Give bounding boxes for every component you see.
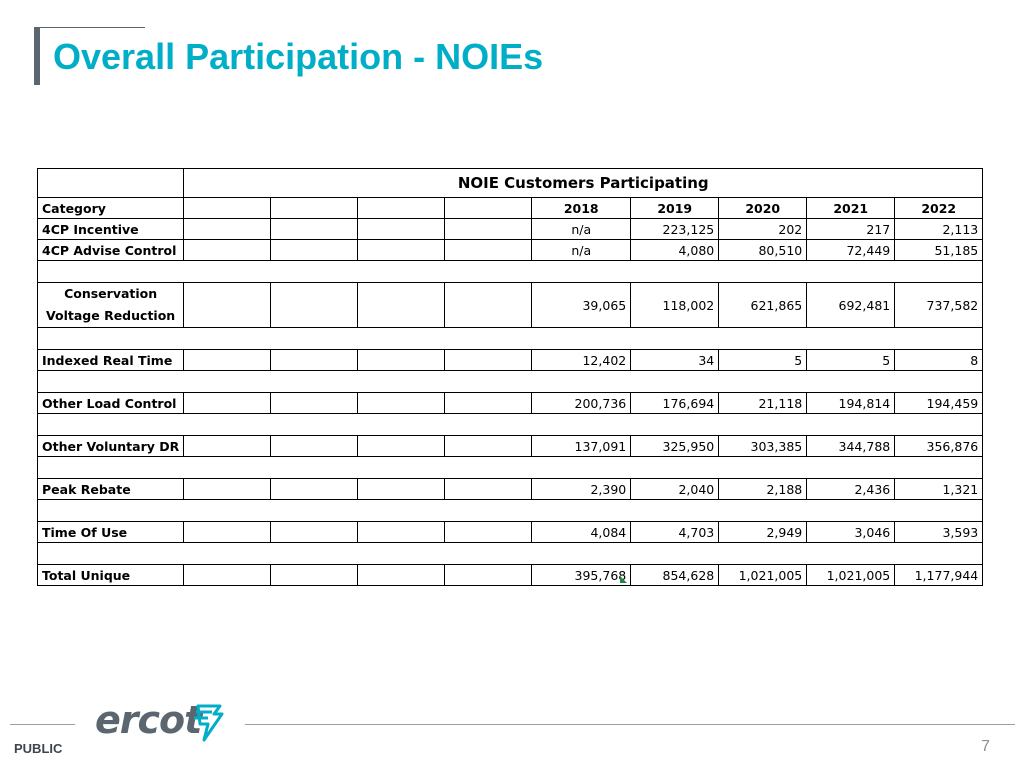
cell-value: 3,593: [895, 522, 983, 543]
cell-value: 2,949: [719, 522, 807, 543]
cell-value: 118,002: [631, 283, 719, 328]
cell-value: 3,046: [807, 522, 895, 543]
row-label: Indexed Real Time: [38, 350, 184, 371]
header-blank-cell: [38, 169, 184, 198]
cell-value: 2,040: [631, 479, 719, 500]
cell-value: 51,185: [895, 240, 983, 261]
footer-divider: [10, 724, 75, 725]
cell-value: 21,118: [719, 393, 807, 414]
cell-value: 202: [719, 219, 807, 240]
row-label: 4CP Incentive: [38, 219, 184, 240]
row-label: Time Of Use: [38, 522, 184, 543]
cell-value: 2,113: [895, 219, 983, 240]
cell-value: 325,950: [631, 436, 719, 457]
cell-error-indicator-icon: [620, 576, 627, 583]
cell-value: 200,736: [532, 393, 631, 414]
cell-value: 34: [631, 350, 719, 371]
spacer-row: [38, 414, 983, 436]
spacer-row: [38, 457, 983, 479]
spacer-row: [38, 500, 983, 522]
row-label: 4CP Advise Control: [38, 240, 184, 261]
year-2021: 2021: [807, 198, 895, 219]
public-label: PUBLIC: [14, 741, 63, 756]
cell-value: 737,582: [895, 283, 983, 328]
row-label: Peak Rebate: [38, 479, 184, 500]
ercot-bolt-icon: [192, 700, 226, 746]
table-row: [38, 350, 983, 371]
cell-value: 194,459: [895, 393, 983, 414]
cell-value: 4,084: [532, 522, 631, 543]
table-row: [38, 240, 983, 261]
row-label-line: Conservation: [64, 286, 158, 301]
year-2022: 2022: [895, 198, 983, 219]
ercot-logo: ercot: [95, 698, 202, 742]
cell-value: 2,390: [532, 479, 631, 500]
cell-value: n/a: [532, 240, 631, 261]
cell-value: 344,788: [807, 436, 895, 457]
cell-value: 80,510: [719, 240, 807, 261]
cell-value: 395,768: [532, 565, 631, 586]
cell-value: 1,021,005: [719, 565, 807, 586]
cell-value: 72,449: [807, 240, 895, 261]
cell-value: 1,321: [895, 479, 983, 500]
cell-value: n/a: [532, 219, 631, 240]
cell-value: 8: [895, 350, 983, 371]
table-row: [38, 565, 983, 586]
year-2018: 2018: [532, 198, 631, 219]
cell-value: 223,125: [631, 219, 719, 240]
spacer-row: [38, 261, 983, 283]
cell-value: 5: [807, 350, 895, 371]
cell-value: 176,694: [631, 393, 719, 414]
category-label: Category: [38, 198, 184, 219]
cell-value: 303,385: [719, 436, 807, 457]
spacer-row: [38, 371, 983, 393]
row-label-line: Voltage Reduction: [46, 308, 176, 323]
cell-value: 692,481: [807, 283, 895, 328]
title-accent-bar: [34, 27, 40, 85]
cell-value: 217: [807, 219, 895, 240]
cell-value: 12,402: [532, 350, 631, 371]
table-row: [38, 219, 983, 240]
table-header: NOIE Customers Participating: [184, 169, 983, 198]
table-row: [38, 283, 983, 328]
cell-value: 2,188: [719, 479, 807, 500]
table-row: [38, 522, 983, 543]
slide-title: Overall Participation - NOIEs: [53, 36, 544, 77]
row-label: Other Load Control: [38, 393, 184, 414]
spacer-row: [38, 328, 983, 350]
footer-divider: [245, 724, 1015, 725]
title-accent-line: [40, 27, 145, 28]
table-row: [38, 393, 983, 414]
cell-value: 4,080: [631, 240, 719, 261]
year-2020: 2020: [719, 198, 807, 219]
cell-value: 39,065: [532, 283, 631, 328]
cell-value: 137,091: [532, 436, 631, 457]
row-label: Total Unique: [38, 565, 184, 586]
cell-value: 4,703: [631, 522, 719, 543]
cell-value: 1,021,005: [807, 565, 895, 586]
cell-value: 854,628: [631, 565, 719, 586]
row-label: Other Voluntary DR: [38, 436, 184, 457]
cell-value: 2,436: [807, 479, 895, 500]
cell-value: 194,814: [807, 393, 895, 414]
cell-value: 356,876: [895, 436, 983, 457]
row-label: [38, 283, 184, 328]
cell-value: 621,865: [719, 283, 807, 328]
table-row: [38, 479, 983, 500]
cell-value: 5: [719, 350, 807, 371]
page-number: 7: [981, 738, 990, 755]
participation-table: [37, 168, 983, 586]
cell-value: 1,177,944: [895, 565, 983, 586]
table-row: [38, 436, 983, 457]
spacer-row: [38, 543, 983, 565]
year-2019: 2019: [631, 198, 719, 219]
